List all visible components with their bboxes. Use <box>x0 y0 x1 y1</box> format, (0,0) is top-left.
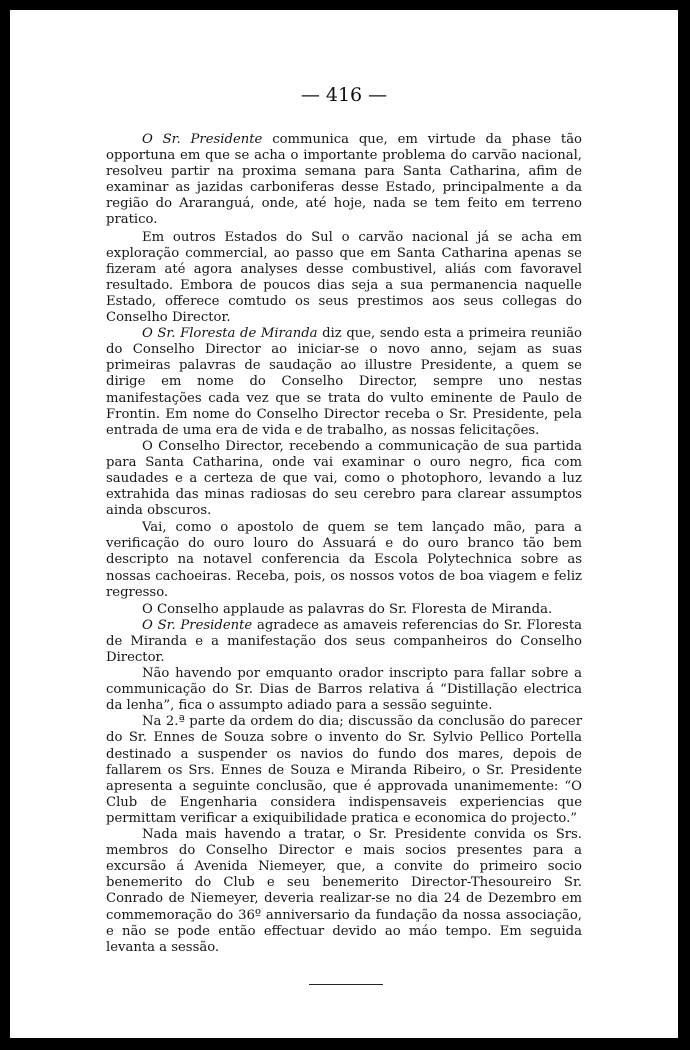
paragraph-other-states <box>106 230 582 327</box>
paragraph-text: O Conselho applaude as palavras do Sr. Floresta de Miranda. <box>142 601 553 617</box>
paragraph-lead-speaker: O Sr. Floresta de Miranda <box>142 326 318 342</box>
paragraph-distillation <box>106 666 582 714</box>
paragraph-text: O Conselho Director, recebendo a communicação de sua partida para Santa Catharina, onde vai examinar o ouro negro, fica com saudades e a certeza de que vai, como o photophoro, levando a luz extrahida das minas radiosas do seu cerebro para clarear assumptos ainda obscuros. <box>106 438 582 519</box>
paragraph-text: Em outros Estados do Sul o carvão nacional já se acha em exploração commercial, ao passo que em Santa Catharina apenas se fizeram até agora analyses desse combustivel, aliás com favoravel resultado. Embora de poucos dias seja a sua permanencia naquelle Estado, offerece comtudo os seus prestimos aos seus collegas do Conselho Director. <box>106 229 582 326</box>
paragraph-text: Vai, como o apostolo de quem se tem lançado mão, para a verificação do ouro louro do Assuará e do ouro branco tão bem descripto na notavel conferencia da Escola Polytechnica sobre as nossas cachoeiras. Receba, pois, os nossos votos de boa viagem e feliz regresso. <box>106 520 582 600</box>
paragraph-council-farewell <box>106 439 582 519</box>
paragraph-applause <box>106 602 582 618</box>
minutes-body <box>106 132 582 956</box>
paragraph-lead-speaker: O Sr. Presidente <box>142 617 253 633</box>
paragraph-text: Não havendo por emquanto orador inscripto para fallar sobre a communicação do Sr. Dias de Barros relativa á “Distillação electrica da lenha”, fica o assumpto adiado para a sessão seguinte. <box>106 666 582 714</box>
paragraph-text: diz que, sendo esta a primeira reunião do Conselho Director ao iniciar-se o novo anno, sejam as suas primeiras palavras de saudação ao illustre Presidente, a quem se dirige em nome do Conselho Director, sempre uno nestas manifestações cada vez que se trata do vulto eminente de Paulo de Frontin. Em nome do Conselho Director receba o Sr. Presidente, pela entrada de uma era de vida e de trabalho, as nossas felicitações. <box>106 326 583 438</box>
paragraph-floresta-greeting <box>106 326 582 439</box>
paragraph-president-trip <box>106 132 582 229</box>
paragraph-text: Nada mais havendo a tratar, o Sr. Presidente convida os Srs. membros do Conselho Director e mais socios presentes para a excursão á Avenida Niemeyer, que, a convite do primeiro socio benemerito do Club e seu benemerito Director-Thesoureiro Sr. Conrado de Niemeyer, deveria realizar-se no dia 24 de Dezembro em commemoração do 36º anniversario da fundação da nossa associação, e não se pode então effectuar devido ao máo tempo. Em seguida levanta a sessão. <box>106 827 582 955</box>
page-number: — 416 — <box>300 84 388 106</box>
paragraph-president-thanks <box>106 618 582 666</box>
paragraph-order-of-day <box>106 714 582 827</box>
paragraph-text: communica que, em virtude da phase tão opportuna em que se acha o importante problema do carvão nacional, resolveu partir na proxima semana para Santa Catharina, afim de examinar as jazidas carboniferas desse Estado, principalmente a da região do Araranguá, onde, até hoje, nada se tem feito em terreno pratico. <box>106 132 582 228</box>
paragraph-text: agradece as amaveis referencias do Sr. Floresta de Miranda e a manifestação dos seus companheiros do Conselho Director. <box>106 617 582 665</box>
paragraph-closing <box>106 827 582 956</box>
paragraph-apostle <box>106 520 582 600</box>
paragraph-lead-speaker: O Sr. Presidente <box>142 132 263 147</box>
paragraph-text: Na 2.ª parte da ordem do dia; discussão da conclusão do parecer do Sr. Ennes de Souza sobre o invento do Sr. Sylvio Pellico Portella destinado a suspender os navios do fundo dos mares, depois de fallarem os Srs. Ennes de Souza e Miranda Ribeiro, o Sr. Presidente apresenta a seguinte conclusão, que é approvada unanimemente: “O Club de Engenharia considera indispensaveis experiencias que permittam verificar a exiquibilidade pratica e economica do projecto.” <box>106 714 582 826</box>
end-divider <box>309 984 383 985</box>
document-page <box>10 10 678 1038</box>
